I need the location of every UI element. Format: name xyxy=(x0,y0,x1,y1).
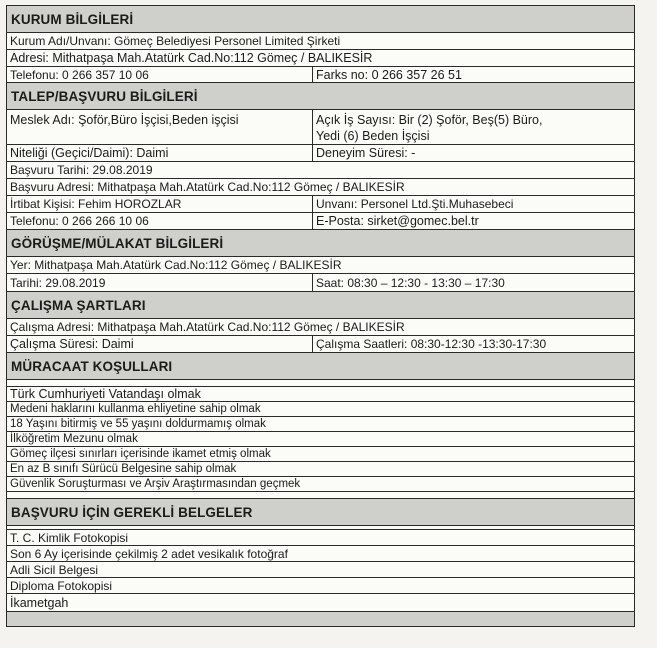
gorusme-tarih-row xyxy=(7,274,634,292)
kurum-adres: Adresi: Mithatpaşa Mah.Atatürk Cad.No:112 Gömeç / BALIKESİR xyxy=(10,51,373,65)
belge-item-text: Diploma Fotokopisi xyxy=(10,579,113,593)
talep-nitelik-row xyxy=(7,145,634,162)
kurum-telefon-row xyxy=(7,67,634,83)
irtibat-row xyxy=(7,196,634,213)
muracaat-item-text: Medeni haklarını kullanma ehliyetine sahip olmak xyxy=(10,403,261,415)
calisma-saatleri: Çalışma Saatleri: 08:30-12:30 -13:30-17:30 xyxy=(316,337,547,351)
job-announcement-form xyxy=(6,5,635,627)
section-header-calisma: ÇALIŞMA ŞARTLARI xyxy=(7,292,634,319)
belge-item-text: İkametgah xyxy=(10,596,69,610)
talep-meslek-row xyxy=(7,110,634,145)
muracaat-item xyxy=(7,462,634,477)
kurum-telefon: Telefonu: 0 266 357 10 06 xyxy=(7,67,313,82)
muracaat-item xyxy=(7,432,634,447)
kurum-adi-row xyxy=(7,33,634,50)
niteligi: Niteliği (Geçici/Daimi): Daimi xyxy=(7,145,313,161)
muracaat-item-text: Güvenlik Soruşturması ve Arşiv Araştırmasından geçmek xyxy=(10,478,301,490)
kurum-adi: Kurum Adı/Unvanı: Gömeç Belediyesi Personel Limited Şirketi xyxy=(10,34,341,48)
deneyim-suresi: Deneyim Süresi: - xyxy=(316,146,416,160)
calisma-sure-row xyxy=(7,336,634,353)
belge-item xyxy=(7,578,634,594)
section-header-kurum: KURUM BİLGİLERİ xyxy=(7,6,634,33)
muracaat-item xyxy=(7,387,634,402)
muracaat-item xyxy=(7,417,634,432)
muracaat-item-text: Türk Cumhuriyeti Vatandaşı olmak xyxy=(10,387,201,401)
basvuru-tarihi: Başvuru Tarihi: 29.08.2019 xyxy=(10,163,153,177)
section-header-gorusme: GÖRÜŞME/MÜLAKAT BİLGİLERİ xyxy=(7,230,634,257)
irtibat-kisisi: İrtibat Kişisi: Fehim HOROZLAR xyxy=(7,196,313,212)
section-header-cut-off xyxy=(7,612,634,626)
e-posta: E-Posta: sirket@gomec.bel.tr xyxy=(316,214,479,228)
section-header-belgeler: BAŞVURU İÇİN GEREKLİ BELGELER xyxy=(7,498,634,526)
muracaat-item-text: En az B sınıfı Sürücü Belgesine sahip olmak xyxy=(10,463,237,475)
section-header-talep: TALEP/BAŞVURU BİLGİLERİ xyxy=(7,83,634,110)
muracaat-item-text: Gömeç ilçesi sınırları içerisinde ikamet etmiş olmak xyxy=(10,448,271,460)
gorusme-yer-row xyxy=(7,257,634,274)
gorusme-yer: Yer: Mithatpaşa Mah.Atatürk Cad.No:112 Gömeç / BALIKESİR xyxy=(10,258,342,272)
talep-telefon-row xyxy=(7,213,634,230)
muracaat-item-text: İlköğretim Mezunu olmak xyxy=(10,433,138,445)
belge-item-text: T. C. Kimlik Fotokopisi xyxy=(10,531,129,545)
meslek-adi: Meslek Adı: Şoför,Büro İşçisi,Beden işçisi xyxy=(7,110,313,144)
calisma-adresi: Çalışma Adresi: Mithatpaşa Mah.Atatürk Cad.No:112 Gömeç / BALIKESİR xyxy=(10,320,405,334)
gorusme-saat: Saat: 08:30 – 12:30 - 13:30 – 17:30 xyxy=(316,276,505,290)
belge-item xyxy=(7,530,634,546)
acik-is-sayisi-line2: Yedi (6) Beden İşçisi xyxy=(316,129,430,143)
basvuru-adresi: Başvuru Adresi: Mithatpaşa Mah.Atatürk Cad.No:112 Gömeç / BALIKESİR xyxy=(10,180,405,194)
section-spacer xyxy=(7,380,634,387)
belge-item-text: Son 6 Ay içerisinde çekilmiş 2 adet vesikalık fotoğraf xyxy=(10,547,288,561)
muracaat-item xyxy=(7,477,634,492)
belge-item xyxy=(7,546,634,562)
section-header-muracaat: MÜRACAAT KOŞULLARI xyxy=(7,353,634,380)
belge-item xyxy=(7,562,634,578)
acik-is-sayisi xyxy=(313,110,634,144)
belge-item-text: Adli Sicil Belgesi xyxy=(10,563,99,577)
muracaat-item-text: 18 Yaşını bitirmiş ve 55 yaşını doldurmamış olmak xyxy=(10,418,266,430)
talep-telefon: Telefonu: 0 266 266 10 06 xyxy=(7,213,313,229)
kurum-faks: Farks no: 0 266 357 26 51 xyxy=(316,68,462,82)
muracaat-item xyxy=(7,402,634,417)
basvuru-tarihi-row xyxy=(7,162,634,179)
acik-is-sayisi-line1: Açık İş Sayısı: Bir (2) Şoför, Beş(5) Büro, xyxy=(316,113,543,127)
belge-item xyxy=(7,594,634,612)
kurum-adres-row xyxy=(7,50,634,67)
muracaat-item xyxy=(7,447,634,462)
calisma-adres-row xyxy=(7,319,634,336)
gorusme-tarihi: Tarihi: 29.08.2019 xyxy=(7,274,313,291)
basvuru-adresi-row xyxy=(7,179,634,196)
unvani: Unvanı: Personel Ltd.Şti.Muhasebeci xyxy=(316,197,514,211)
calisma-suresi: Çalışma Süresi: Daimi xyxy=(7,336,313,352)
